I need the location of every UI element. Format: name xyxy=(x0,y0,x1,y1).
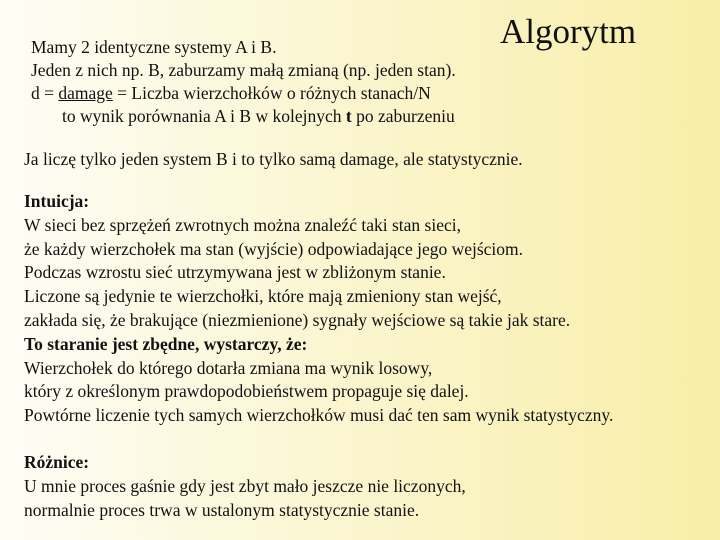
statement-line-3 xyxy=(31,82,456,105)
intuition-line: zakłada się, że brakujące (niezmienione) sygnały wejściowe są takie jak stare. xyxy=(24,309,571,330)
definition-prefix: d = xyxy=(31,83,59,103)
statement-line-4 xyxy=(31,105,456,128)
time-step-variable: t xyxy=(345,106,352,126)
difference-line: normalnie proces trwa w ustalonym statystycznie stanie. xyxy=(24,499,420,520)
slide-title: Algorytm xyxy=(500,12,637,51)
difference-heading: Różnice: xyxy=(24,452,90,472)
intro-paragraph: Ja liczę tylko jeden system B i to tylko samą damage, ale statystycznie. xyxy=(24,149,523,169)
intuition-heading: Intuicja: xyxy=(24,191,90,211)
difference-section xyxy=(24,451,466,522)
intuition-line: że każdy wierzchołek ma stan (wyjście) odpowiadające jego wejściom. xyxy=(24,238,524,259)
intuition-line: W sieci bez sprzężeń zwrotnych można znaleźć taki stan sieci, xyxy=(24,214,461,235)
intuition-section xyxy=(24,190,613,428)
damage-term: damage xyxy=(58,83,113,103)
intuition-line: Wierzchołek do którego dotarła zmiana ma wynik losowy, xyxy=(24,357,433,378)
difference-line: U mnie proces gaśnie gdy jest zbyt mało jeszcze nie liczonych, xyxy=(24,475,466,496)
statement-line-2: Jeden z nich np. B, zaburzamy małą zmianą (np. jeden stan). xyxy=(31,60,456,80)
intuition-line: który z określonym prawdopodobieństwem propaguje się dalej. xyxy=(24,381,469,402)
problem-statement xyxy=(31,36,456,128)
comparison-suffix: po zaburzeniu xyxy=(351,106,455,126)
statement-line-1: Mamy 2 identyczne systemy A i B. xyxy=(31,37,277,57)
intuition-emphasis: To staranie jest zbędne, wystarczy, że: xyxy=(24,333,308,354)
definition-text: = Liczba wierzchołków o różnych stanach/N xyxy=(112,83,431,103)
intuition-line: Liczone są jedynie te wierzchołki, które mają zmieniony stan wejść, xyxy=(24,286,502,307)
intuition-line: Podczas wzrostu sieć utrzymywana jest w zbliżonym stanie. xyxy=(24,262,446,283)
comparison-text: to wynik porównania A i B w kolejnych xyxy=(62,106,346,126)
intuition-line: Powtórne liczenie tych samych wierzchołków musi dać ten sam wynik statystyczny. xyxy=(24,405,614,426)
